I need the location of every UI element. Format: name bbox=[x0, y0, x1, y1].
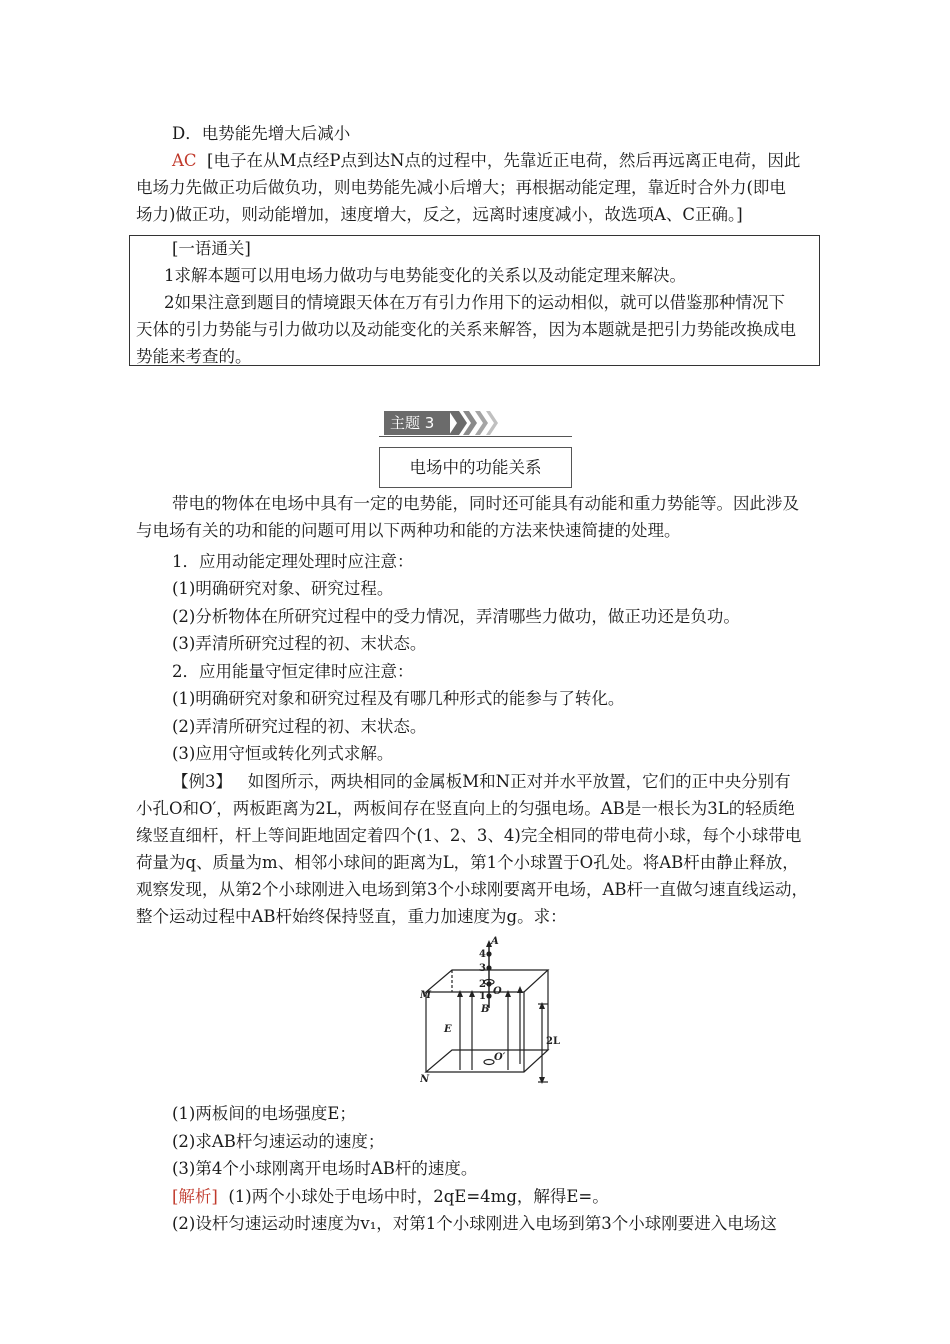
intro-line-2: 与电场有关的功和能的问题可用以下两种功和能的方法来快速简捷的处理。 bbox=[136, 521, 681, 540]
point-1-2: (2)分析物体在所研究过程中的受力情况，弄清哪些力做功，做正功还是负功。 bbox=[172, 607, 740, 626]
example-tag: 【例3】 bbox=[172, 772, 232, 791]
example-line-3: 缘竖直细杆，杆上等间距地固定着四个(1、2、3、4)完全相同的带电荷小球，每个小球带电 bbox=[136, 826, 802, 845]
ball-1 bbox=[486, 993, 491, 998]
question-2: (2)求AB杆匀速运动的速度； bbox=[172, 1132, 385, 1151]
ball-2 bbox=[486, 981, 491, 986]
solution-line-1 bbox=[172, 1184, 609, 1210]
point-2-1: (1)明确研究对象和研究过程及有哪几种形式的能参与了转化。 bbox=[172, 689, 625, 708]
ball-4 bbox=[486, 951, 491, 956]
example-text-1: 如图所示，两块相同的金属板M和N正对并水平放置，它们的正中央分别有 bbox=[247, 772, 791, 791]
point-1: 1．应用动能定理处理时应注意： bbox=[172, 552, 414, 571]
example-line-6: 整个运动过程中AB杆始终保持竖直，重力加速度为g。求： bbox=[136, 907, 567, 926]
tip-item-1 bbox=[164, 263, 686, 289]
tip-item-2-text: 如果注意到题目的情境跟天体在万有引力作用下的运动相似，就可以借鉴那种情况下 bbox=[174, 293, 785, 312]
label-2l: 2L bbox=[546, 1036, 560, 1047]
tip-title: [一语通关] bbox=[172, 239, 251, 258]
label-1: 1 bbox=[479, 991, 486, 1002]
answer-line-3: 场力)做正功，则动能增加，速度增大，反之，远离时速度减小，故选项A、C正确。] bbox=[136, 205, 743, 224]
topic-header bbox=[379, 403, 572, 488]
label-a: A bbox=[491, 936, 499, 947]
tip-item-2-num: 2 bbox=[164, 293, 175, 312]
answer-line-2: 电场力先做正功后做负功，则电势能先减小后增大；再根据动能定理，靠近时合外力(即电 bbox=[136, 178, 786, 197]
tip-item-2-line-2: 天体的引力势能与引力做功以及动能变化的关系来解答，因为本题就是把引力势能改换成电 bbox=[136, 320, 796, 339]
example-line-5: 观察发现，从第2个小球刚进入电场到第3个小球刚要离开电场，AB杆一直做匀速直线运动， bbox=[136, 880, 809, 899]
intro-line-1: 带电的物体在电场中具有一定的电势能，同时还可能具有动能和重力势能等。因此涉及 bbox=[172, 494, 799, 513]
plate-n bbox=[426, 1050, 548, 1072]
example-line-4: 荷量为q、质量为m、相邻小球间的距离为L，第1个小球置于O孔处。将AB杆由静止释放， bbox=[136, 853, 799, 872]
topic-title: 电场中的功能关系 bbox=[379, 447, 572, 488]
example-line-2: 小孔O和O′，两板距离为2L，两板间存在竖直向上的匀强电场。AB是一根长为3L的轻质绝 bbox=[136, 799, 795, 818]
label-3: 3 bbox=[479, 963, 486, 974]
point-1-1: (1)明确研究对象、研究过程。 bbox=[172, 579, 394, 598]
tip-item-1-num: 1 bbox=[164, 266, 175, 285]
label-o: O bbox=[493, 986, 502, 997]
example-line-1 bbox=[172, 769, 791, 795]
example-figure bbox=[420, 932, 560, 1110]
solution-tag: [解析] bbox=[172, 1187, 218, 1206]
question-3: (3)第4个小球刚离开电场时AB杆的速度。 bbox=[172, 1159, 478, 1178]
tip-item-2-line-3: 势能来考查的。 bbox=[136, 347, 252, 366]
tip-item-1-text: 求解本题可以用电场力做功与电势能变化的关系以及动能定理来解决。 bbox=[174, 266, 686, 285]
label-e: E bbox=[444, 1024, 452, 1035]
topic-banner bbox=[379, 403, 572, 437]
point-1-3: (3)弄清所研究过程的初、末状态。 bbox=[172, 634, 427, 653]
label-2: 2 bbox=[479, 979, 486, 990]
plate-m bbox=[426, 970, 548, 992]
label-m: M bbox=[420, 990, 432, 1001]
label-o-prime: O′ bbox=[494, 1052, 506, 1063]
question-1: (1)两板间的电场强度E； bbox=[172, 1104, 356, 1123]
label-4: 4 bbox=[479, 949, 486, 960]
point-2-3: (3)应用守恒或转化列式求解。 bbox=[172, 744, 394, 763]
answer-text-1: [电子在从M点经P点到达N点的过程中，先靠近正电荷，然后再远离正电荷，因此 bbox=[207, 151, 801, 170]
solution-text-1: (1)两个小球处于电场中时，2qE=4mg，解得E=。 bbox=[228, 1187, 609, 1206]
topic-label: 主题 3 bbox=[384, 411, 450, 435]
option-d: D．电势能先增大后减小 bbox=[172, 124, 351, 143]
answer-line-1 bbox=[172, 148, 800, 174]
label-b: B bbox=[481, 1004, 490, 1015]
point-2-2: (2)弄清所研究过程的初、末状态。 bbox=[172, 717, 427, 736]
topic-stripes-icon bbox=[449, 411, 509, 435]
tip-item-2 bbox=[164, 290, 785, 316]
label-n: N bbox=[420, 1074, 430, 1085]
answer-label: AC bbox=[172, 151, 197, 170]
ball-3 bbox=[486, 965, 491, 970]
solution-line-2: (2)设杆匀速运动时速度为v₁，对第1个小球刚进入电场到第3个小球刚要进入电场这 bbox=[172, 1214, 777, 1233]
point-2: 2．应用能量守恒定律时应注意： bbox=[172, 662, 414, 681]
